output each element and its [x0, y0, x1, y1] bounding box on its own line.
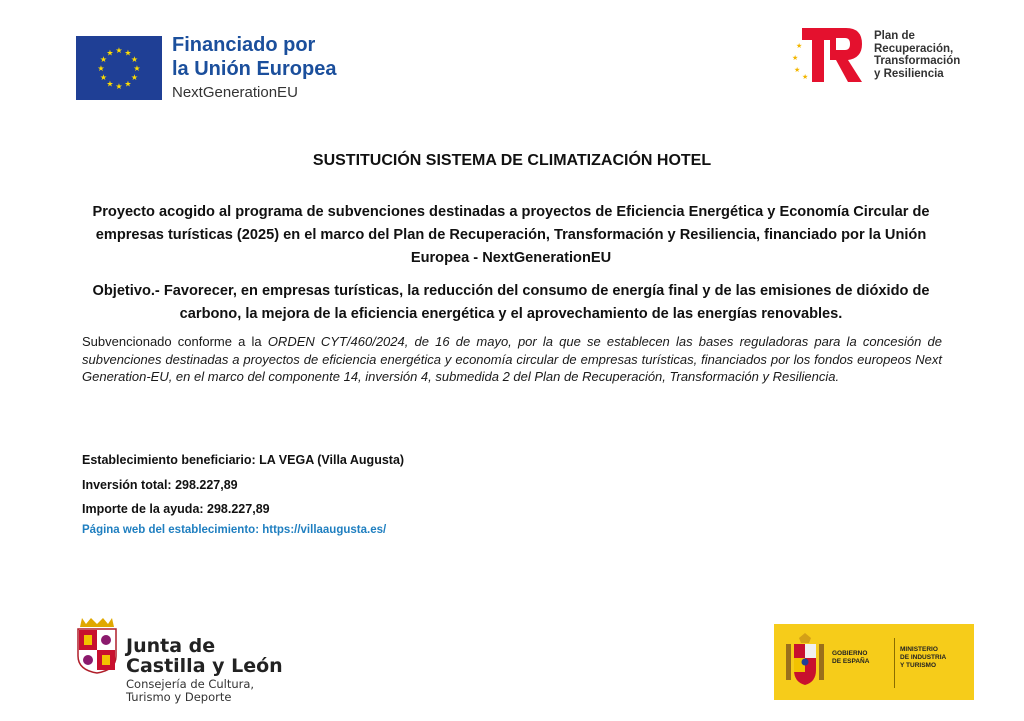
- ministerio-line1: MINISTERIO: [900, 646, 938, 653]
- document-title: SUSTITUCIÓN SISTEMA DE CLIMATIZACIÓN HOTEL: [312, 152, 712, 169]
- junta-name-line1: Junta de: [126, 635, 216, 657]
- eu-funding-logo: [76, 34, 337, 102]
- subsidy-order-reference: ORDEN CYT/460/2024: [267, 334, 405, 349]
- gobierno-divider: [894, 638, 895, 688]
- prtr-tr-mark-icon: [790, 26, 866, 84]
- prtr-line2: Recuperación,: [874, 42, 954, 55]
- svg-text:★: ★: [99, 55, 108, 64]
- prtr-logo: [790, 26, 990, 86]
- eu-logo-line1: Financiado por: [172, 34, 316, 56]
- svg-text:★: ★: [106, 48, 114, 58]
- svg-text:★: ★: [115, 82, 123, 91]
- eu-logo-line3: NextGenerationEU: [172, 84, 298, 101]
- junta-department-line2: Turismo y Deporte: [126, 690, 232, 704]
- svg-text:★: ★: [130, 73, 139, 82]
- svg-text:★: ★: [794, 66, 801, 74]
- establishment-website-link[interactable]: Página web del establecimiento: https://villaaugusta.es/: [82, 524, 387, 536]
- svg-text:★: ★: [124, 48, 132, 58]
- svg-text:★: ★: [133, 64, 141, 73]
- junta-castilla-leon-logo: [74, 616, 304, 706]
- project-description: Proyecto acogido al programa de subvenciones destinadas a proyectos de Eficiencia Energética y Economía Circular de empresas turísticas (2025) en el marco del Plan de Recuperación, Transformación y Resiliencia, financiado por la Unión Europea - NextGenerationEU: [92, 204, 930, 266]
- svg-text:★: ★: [130, 55, 139, 64]
- svg-text:★: ★: [802, 73, 809, 81]
- prtr-logo-text: [874, 30, 960, 80]
- aid-amount: Importe de la ayuda: 298.227,89: [82, 502, 270, 516]
- junta-department-line1: Consejería de Cultura,: [126, 677, 255, 691]
- total-investment: Inversión total: 298.227,89: [82, 478, 238, 492]
- gobierno-text: [832, 650, 869, 666]
- castilla-leon-shield-icon: [74, 616, 120, 674]
- prtr-line1: Plan de: [874, 30, 915, 42]
- subsidy-paragraph: [82, 333, 942, 386]
- subsidy-body: , de 16 de mayo, por la que se establecen las bases reguladoras para la concesión de subvenciones destinadas a proyectos de eficiencia energética y economía circular de empresas turísticas, financiados por los fondos europeos Next Generation-EU, en el marco del componente 14, inversión 4, submedida 2 del Plan de Recuperación, Transformación y Resiliencia.: [82, 334, 942, 384]
- eu-logo-line2: la Unión Europea: [172, 58, 337, 80]
- svg-text:★: ★: [115, 46, 123, 55]
- svg-text:★: ★: [792, 54, 799, 62]
- ministerio-line2: DE INDUSTRIA: [900, 654, 947, 661]
- svg-text:★: ★: [97, 64, 105, 73]
- subsidy-prefix: Subvencionado conforme a la: [82, 334, 268, 349]
- beneficiary-establishment: Establecimiento beneficiario: LA VEGA (Villa Augusta): [82, 453, 405, 467]
- prtr-line4: y Resiliencia: [874, 67, 944, 80]
- objective-text: Objetivo.- Favorecer, en empresas turísticas, la reducción del consumo de energía final y de las emisiones de dióxido de carbono, la mejora de la eficiencia energética y el aprovechamiento de las energías renovables.: [92, 283, 930, 322]
- gobierno-line2: DE ESPAÑA: [832, 658, 870, 665]
- svg-text:★: ★: [99, 73, 108, 82]
- prtr-line3: Transformación: [874, 55, 961, 67]
- svg-text:★: ★: [124, 79, 132, 89]
- ministerio-text: [900, 646, 946, 670]
- svg-text:★: ★: [796, 42, 803, 50]
- gobierno-espana-logo: [774, 624, 974, 700]
- svg-text:★: ★: [106, 79, 114, 89]
- spain-coat-of-arms-icon: [784, 632, 826, 692]
- eu-flag-icon: [76, 36, 162, 100]
- junta-name-line2: Castilla y León: [126, 655, 283, 677]
- ministerio-line3: Y TURISMO: [900, 662, 936, 669]
- gobierno-line1: GOBIERNO: [832, 650, 868, 657]
